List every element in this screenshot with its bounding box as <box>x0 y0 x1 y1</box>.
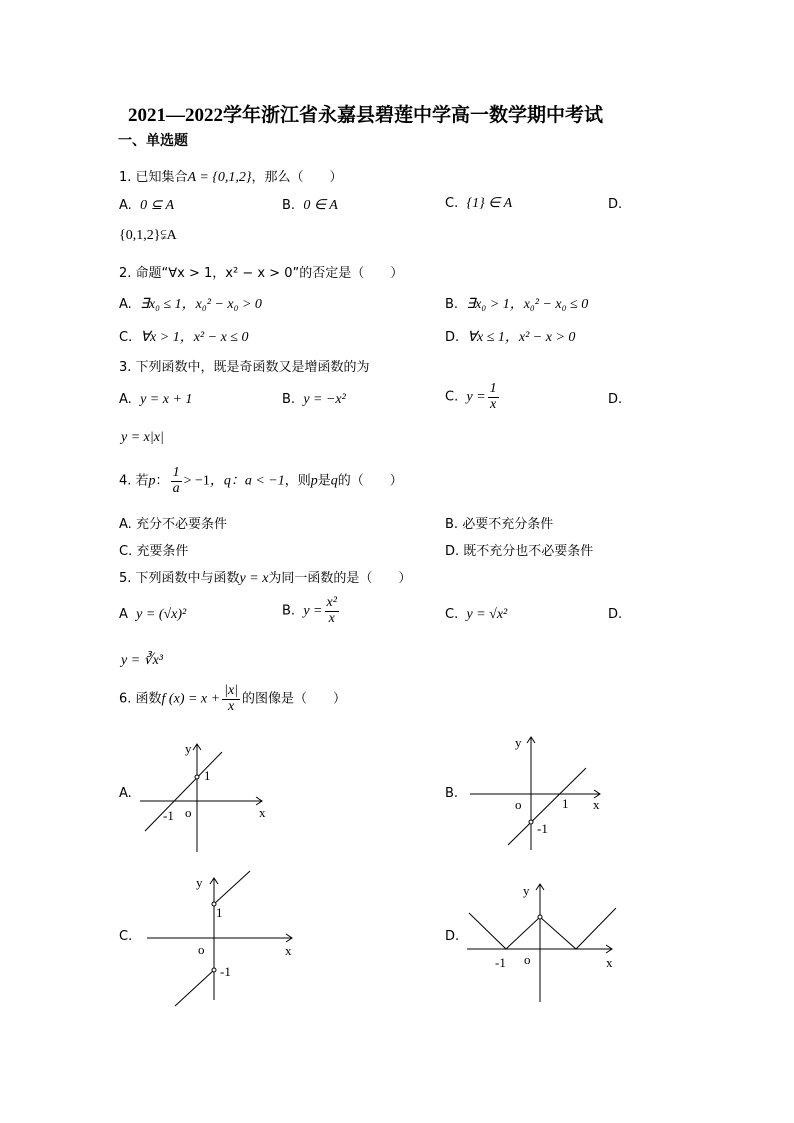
q2-option-d: D. ∀x ≤ 1，x² − x > 0 <box>445 330 576 345</box>
q1-option-d: {0,1,2}⫋A <box>119 228 177 243</box>
q2-stem: 2. 命题“∀x > 1，x² − x > 0”的否定是（ ） <box>119 266 404 281</box>
q3-option-c: C. y = $\frac{1}{x}$ <box>445 381 497 412</box>
q2-option-a: A. ∃x₀ ≤ 1，x₀² − x₀ > 0 <box>119 297 262 312</box>
q1-option-a: A. 0 ⊆ A <box>119 198 175 213</box>
graph-d-line <box>469 908 616 949</box>
q3-stem: 3. 下列函数中，既是奇函数又是增函数的为 <box>119 360 370 375</box>
graph-c-tick-neg1: -1 <box>220 964 231 979</box>
graph-a-tick-1: 1 <box>204 768 211 783</box>
graph-b-tick-neg1: -1 <box>537 821 548 836</box>
graph-a-tick-neg1: -1 <box>163 808 174 823</box>
graph-d-point <box>538 915 542 919</box>
graph-c-tick-1: 1 <box>216 905 223 920</box>
graph-d-x-label: x <box>606 955 613 970</box>
q4-option-c: C. 充要条件 <box>119 544 189 559</box>
graph-a-y-label: y <box>185 741 192 756</box>
q1-stem-math: A = {0,1,2} <box>187 170 252 185</box>
graph-c-origin: o <box>198 942 205 957</box>
q4-stem: 4. 若p： $\frac{1}{a}$ > −1，q：a < −1，则p是q的（ ） <box>119 465 403 496</box>
q1-option-c: C. {1} ∈ A <box>445 196 513 211</box>
graph-d-y-label: y <box>523 883 530 898</box>
q4-option-b: B. 必要不充分条件 <box>445 517 554 532</box>
q1-stem-text: 1. 已知集合 <box>119 170 188 185</box>
q1-option-b: B. 0 ∈ A <box>282 198 338 213</box>
q2-option-c: C. ∀x > 1，x² − x ≤ 0 <box>119 330 249 345</box>
q6-option-a-label: A. <box>119 786 132 801</box>
q6-option-d-label: D. <box>445 929 460 944</box>
q4-option-a: A. 充分不必要条件 <box>119 517 227 532</box>
q5-option-b: B. y = $\frac{\text{x²}}{x}$ <box>282 595 337 626</box>
q2-option-b: B. ∃x₀ > 1，x₀² − x₀ ≤ 0 <box>445 297 589 312</box>
q5-option-d: y = ∛x³ <box>121 653 163 668</box>
q6-option-c-label: C. <box>119 929 133 944</box>
page-title: 2021—2022学年浙江省永嘉县碧莲中学高一数学期中考试 <box>128 105 604 126</box>
section-heading: 一、单选题 <box>118 133 188 149</box>
graph-b-x-label: x <box>593 797 600 812</box>
graph-b-y-label: y <box>515 735 522 750</box>
q1-stem-tail: ，那么（ ） <box>251 170 343 185</box>
q5-option-a: A y = (√x)² <box>119 607 187 622</box>
q4-option-d: D. 既不充分也不必要条件 <box>445 544 594 559</box>
graph-a-origin: o <box>185 805 192 820</box>
graph-b-origin: o <box>515 797 522 812</box>
graph-d-tick-neg1: -1 <box>495 955 506 970</box>
q1-option-d-label: D. <box>608 197 623 212</box>
graph-c-x-label: x <box>285 943 292 958</box>
q6-stem: 6. 函数f (x) = x + $\frac{|x|}{x}$ 的图像是（ ） <box>119 683 347 714</box>
graph-c-y-label: y <box>196 875 203 890</box>
q3-option-a: A. y = x + 1 <box>119 392 193 407</box>
q3-option-b: B. y = −x² <box>282 392 346 407</box>
graph-b-tick-1: 1 <box>562 796 569 811</box>
q5-stem: 5. 下列函数中与函数y = x为同一函数的是（ ） <box>119 571 412 586</box>
q3-option-d-label: D. <box>608 392 623 407</box>
graph-d-origin: o <box>524 952 531 967</box>
q5-option-d-label: D. <box>608 607 623 622</box>
q3-option-d: y = x|x| <box>121 430 164 445</box>
graph-a-x-label: x <box>259 805 266 820</box>
q6-option-b-label: B. <box>445 786 459 801</box>
q5-option-c: C. y = √x² <box>445 607 508 622</box>
